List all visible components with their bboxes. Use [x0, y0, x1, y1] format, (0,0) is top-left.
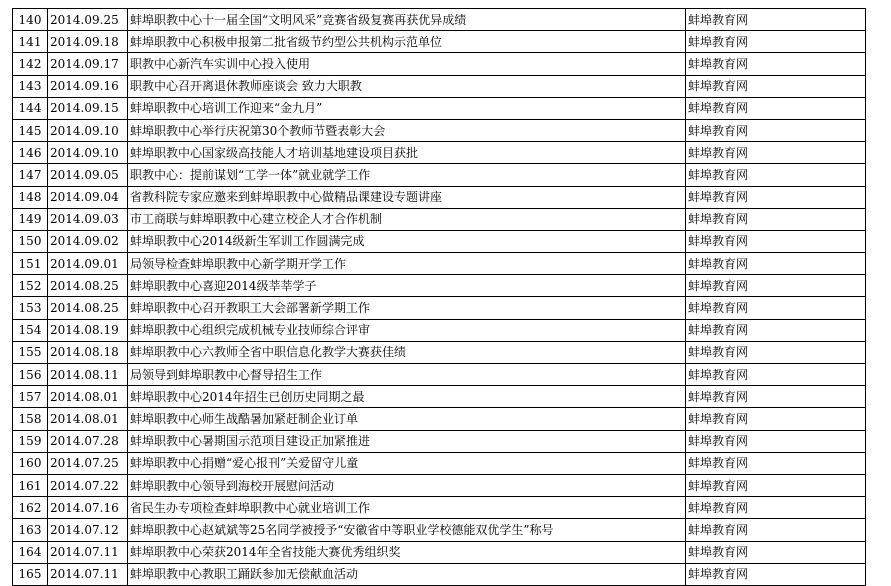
news-title: 市工商联与蚌埠职教中心建立校企人才合作机制: [128, 208, 686, 230]
news-title: 蚌埠职教中心捐赠“爱心报刊”关爱留守儿童: [128, 452, 686, 474]
table-row: [13, 164, 866, 186]
table-row: [13, 364, 866, 386]
table-row: [13, 75, 866, 97]
row-number: 162: [13, 497, 48, 519]
news-date: 2014.07.16: [48, 497, 128, 519]
news-source: 蚌埠教育网: [686, 519, 866, 541]
news-title: 蚌埠职教中心2014年招生已创历史同期之最: [128, 386, 686, 408]
row-number: 158: [13, 408, 48, 430]
news-date: 2014.08.25: [48, 297, 128, 319]
row-number: 160: [13, 452, 48, 474]
row-number: 152: [13, 275, 48, 297]
news-title: 蚌埠职教中心六教师全省中职信息化教学大赛获佳绩: [128, 341, 686, 363]
news-source: 蚌埠教育网: [686, 31, 866, 53]
news-title: 蚌埠职教中心喜迎2014级莘莘学子: [128, 275, 686, 297]
news-date: 2014.09.17: [48, 53, 128, 75]
table-row: [13, 408, 866, 430]
news-title: 蚌埠职教中心领导到海校开展慰问活动: [128, 474, 686, 496]
table-row: [13, 563, 866, 585]
news-date: 2014.07.12: [48, 519, 128, 541]
news-title: 蚌埠职教中心暑期国示范项目建设正加紧推进: [128, 430, 686, 452]
news-date: 2014.08.11: [48, 364, 128, 386]
row-number: 140: [13, 9, 48, 31]
table-row: [13, 186, 866, 208]
row-number: 145: [13, 119, 48, 141]
row-number: 154: [13, 319, 48, 341]
news-source: 蚌埠教育网: [686, 297, 866, 319]
table-row: [13, 53, 866, 75]
table-row: [13, 541, 866, 563]
news-source: 蚌埠教育网: [686, 430, 866, 452]
news-title: 蚌埠职教中心积极申报第二批省级节约型公共机构示范单位: [128, 31, 686, 53]
news-title: 蚌埠职教中心师生战酷暑加紧赶制企业订单: [128, 408, 686, 430]
news-date: 2014.07.11: [48, 541, 128, 563]
news-title: 蚌埠职教中心荣获2014年全省技能大赛优秀组织奖: [128, 541, 686, 563]
news-date: 2014.09.01: [48, 253, 128, 275]
news-date: 2014.07.11: [48, 563, 128, 585]
news-date: 2014.08.18: [48, 341, 128, 363]
news-title: 省教科院专家应邀来到蚌埠职教中心做精品课建设专题讲座: [128, 186, 686, 208]
news-title: 蚌埠职教中心国家级高技能人才培训基地建设项目获批: [128, 142, 686, 164]
news-date: 2014.08.19: [48, 319, 128, 341]
news-source: 蚌埠教育网: [686, 253, 866, 275]
news-title: 蚌埠职教中心组织完成机械专业技师综合评审: [128, 319, 686, 341]
news-source: 蚌埠教育网: [686, 119, 866, 141]
row-number: 156: [13, 364, 48, 386]
news-title: 职教中心召开离退休教师座谈会 致力大职教: [128, 75, 686, 97]
news-source: 蚌埠教育网: [686, 75, 866, 97]
table-row: [13, 142, 866, 164]
news-title: 蚌埠职教中心教职工踊跃参加无偿献血活动: [128, 563, 686, 585]
news-date: 2014.09.18: [48, 31, 128, 53]
news-title: 局领导到蚌埠职教中心督导招生工作: [128, 364, 686, 386]
table-row: [13, 9, 866, 31]
news-title: 蚌埠职教中心2014级新生军训工作圆满完成: [128, 230, 686, 252]
table-row: [13, 97, 866, 119]
row-number: 153: [13, 297, 48, 319]
news-date: 2014.09.15: [48, 97, 128, 119]
news-source: 蚌埠教育网: [686, 364, 866, 386]
news-date: 2014.07.22: [48, 474, 128, 496]
row-number: 141: [13, 31, 48, 53]
table-row: [13, 297, 866, 319]
news-source: 蚌埠教育网: [686, 186, 866, 208]
news-source: 蚌埠教育网: [686, 53, 866, 75]
news-title: 蚌埠职教中心召开教职工大会部署新学期工作: [128, 297, 686, 319]
news-date: 2014.09.02: [48, 230, 128, 252]
row-number: 157: [13, 386, 48, 408]
news-source: 蚌埠教育网: [686, 497, 866, 519]
table-row: [13, 474, 866, 496]
row-number: 151: [13, 253, 48, 275]
table-row: [13, 452, 866, 474]
table-row: [13, 386, 866, 408]
table-row: [13, 341, 866, 363]
table-row: [13, 519, 866, 541]
table-row: [13, 275, 866, 297]
table-row: [13, 31, 866, 53]
news-date: 2014.07.28: [48, 430, 128, 452]
row-number: 142: [13, 53, 48, 75]
news-title: 职教中心新汽车实训中心投入使用: [128, 53, 686, 75]
news-source: 蚌埠教育网: [686, 408, 866, 430]
table-row: [13, 253, 866, 275]
news-source: 蚌埠教育网: [686, 386, 866, 408]
table-row: [13, 208, 866, 230]
news-date: 2014.09.04: [48, 186, 128, 208]
row-number: 164: [13, 541, 48, 563]
row-number: 165: [13, 563, 48, 585]
news-list-body: [13, 9, 866, 586]
news-date: 2014.08.01: [48, 386, 128, 408]
news-title: 蚌埠职教中心十一届全国“文明风采”竞赛省级复赛再获优异成绩: [128, 9, 686, 31]
news-source: 蚌埠教育网: [686, 341, 866, 363]
news-source: 蚌埠教育网: [686, 230, 866, 252]
row-number: 159: [13, 430, 48, 452]
news-list-table: [12, 8, 866, 586]
table-row: [13, 119, 866, 141]
news-title: 蚌埠职教中心举行庆祝第30个教师节暨表彰大会: [128, 119, 686, 141]
row-number: 150: [13, 230, 48, 252]
row-number: 163: [13, 519, 48, 541]
news-title: 局领导检查蚌埠职教中心新学期开学工作: [128, 253, 686, 275]
table-row: [13, 497, 866, 519]
news-date: 2014.08.01: [48, 408, 128, 430]
row-number: 155: [13, 341, 48, 363]
news-date: 2014.09.05: [48, 164, 128, 186]
news-date: 2014.08.25: [48, 275, 128, 297]
news-source: 蚌埠教育网: [686, 208, 866, 230]
row-number: 161: [13, 474, 48, 496]
row-number: 143: [13, 75, 48, 97]
news-source: 蚌埠教育网: [686, 142, 866, 164]
news-source: 蚌埠教育网: [686, 275, 866, 297]
news-date: 2014.09.16: [48, 75, 128, 97]
row-number: 146: [13, 142, 48, 164]
news-source: 蚌埠教育网: [686, 319, 866, 341]
row-number: 149: [13, 208, 48, 230]
news-date: 2014.09.25: [48, 9, 128, 31]
table-row: [13, 430, 866, 452]
row-number: 147: [13, 164, 48, 186]
table-row: [13, 230, 866, 252]
row-number: 148: [13, 186, 48, 208]
news-title: 职教中心：提前谋划“工学一体”就业就学工作: [128, 164, 686, 186]
news-source: 蚌埠教育网: [686, 541, 866, 563]
news-date: 2014.07.25: [48, 452, 128, 474]
news-title: 蚌埠职教中心培训工作迎来“金九月”: [128, 97, 686, 119]
news-source: 蚌埠教育网: [686, 563, 866, 585]
table-row: [13, 319, 866, 341]
news-source: 蚌埠教育网: [686, 97, 866, 119]
news-source: 蚌埠教育网: [686, 9, 866, 31]
news-date: 2014.09.10: [48, 142, 128, 164]
row-number: 144: [13, 97, 48, 119]
news-title: 蚌埠职教中心赵斌斌等25名同学被授予“安徽省中等职业学校德能双优学生”称号: [128, 519, 686, 541]
news-date: 2014.09.10: [48, 119, 128, 141]
news-date: 2014.09.03: [48, 208, 128, 230]
news-title: 省民生办专项检查蚌埠职教中心就业培训工作: [128, 497, 686, 519]
news-source: 蚌埠教育网: [686, 452, 866, 474]
news-source: 蚌埠教育网: [686, 474, 866, 496]
news-source: 蚌埠教育网: [686, 164, 866, 186]
